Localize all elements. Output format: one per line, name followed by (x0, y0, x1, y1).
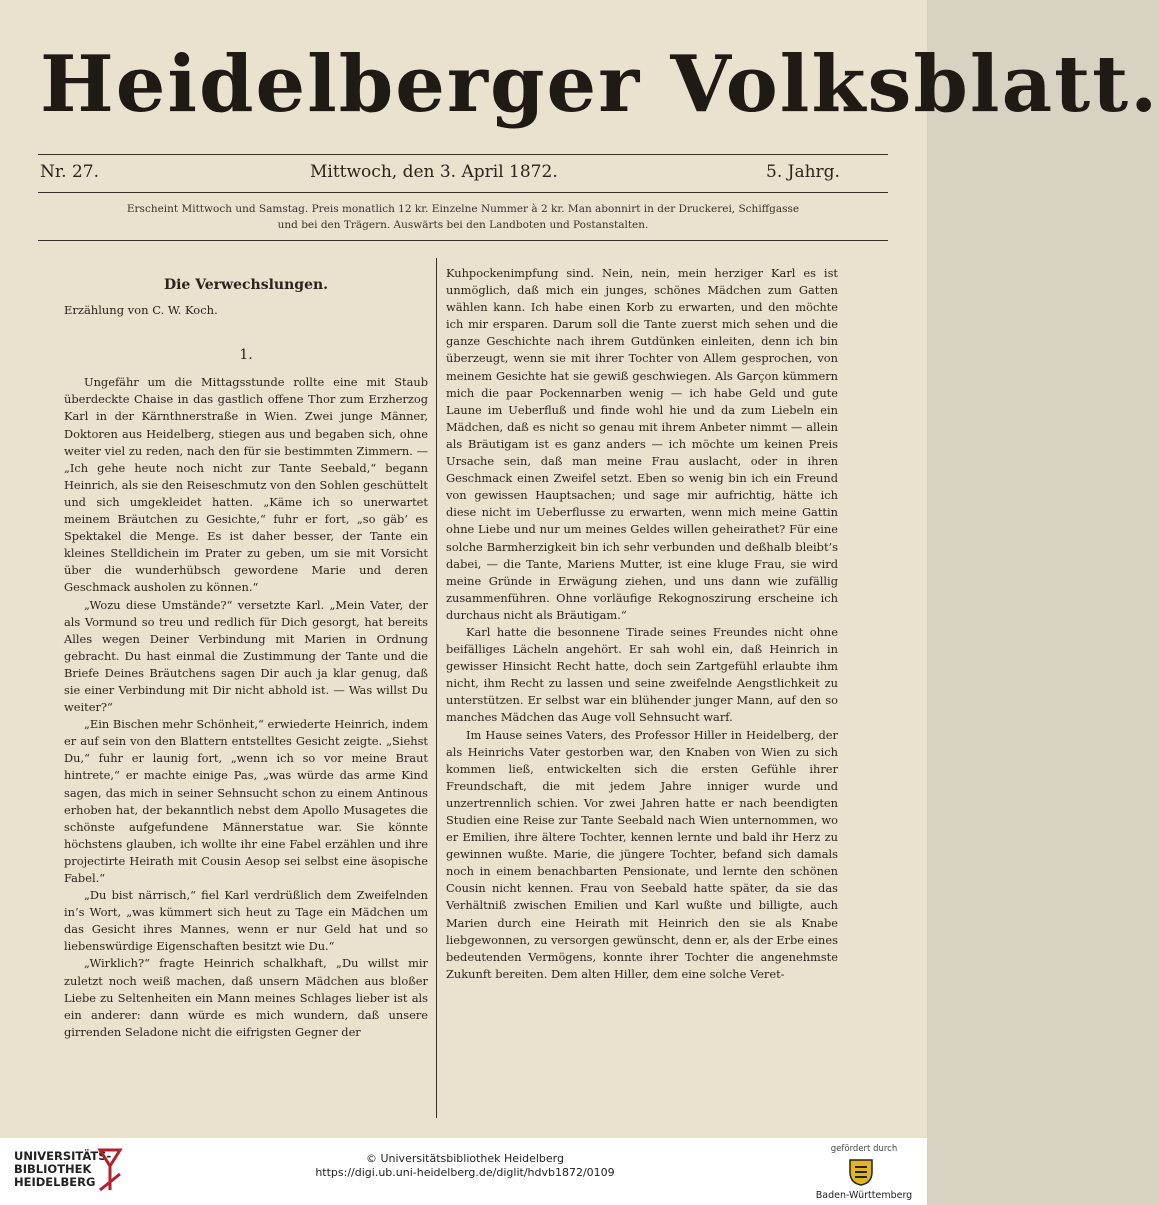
story-title: Die Verwechslungen. (163, 277, 329, 293)
paragraph: Kuhpockenimpfung sind. Nein, nein, mein herziger Karl es ist unmöglich, daß mich ein junges, schönes Mädchen zum Gatten wählen kann. Ich habe einen Korb zu erwarten, und den möchte ich mir ersparen. Darum soll die Tante zuerst mich sehen und die ganze Geschichte nach ihrem Gutdünken einleiten, denn ich bin überzeugt, wenn sie mit ihrer Tochter von Allem gesprochen, von meinem Gesichte hat sie gewiß geschwiegen. Als Garçon kümmern mich die paar Pockennarben wenig — ich habe Geld und gute Laune im Ueberfluß und finde wohl hie und da zum Liebeln ein Mädchen, daß es nicht so genau mit ihrem Anbeter nimmt — allein als Bräutigam ist es ganz anders — ich möchte um keinen Preis Ursache sein, daß man meine Frau auslacht, oder in ihren Geschmack einen Zweifel setzt. Eben so wenig bin ich ein Freund von gewissen Hauptsachen; und sage mir aufrichtig, hätte ich diese nicht im Ueberflusse zu erwarten, wenn mich meine Gattin ohne Liebe und nur um meines Geldes willen geheirathet? Für eine solche Barmherzigkeit bin ich sehr verbunden und deßhalb bleibt’s dabei, — die Tante, Mariens Mutter, ist eine kluge Frau, sie wird meine Gründe in Erwägung ziehen, und uns dann wie zufällig zusammenführen. Ohne vorläufige Rekognoszirung erscheine ich durchaus nicht als Bräutigam.“ (446, 266, 838, 622)
funder-name: Baden-Württemberg (815, 1190, 913, 1201)
column-divider (436, 258, 437, 1118)
viewer-footer (0, 1138, 927, 1205)
issue-date: Mittwoch, den 3. April 1872. (310, 162, 558, 182)
story-author: Erzählung von C. W. Koch. (64, 303, 218, 318)
baden-wuerttemberg-coat-of-arms-icon (846, 1157, 876, 1187)
permalink[interactable]: https://digi.ub.uni-heidelberg.de/diglit/hdvb1872/0109 (315, 1166, 615, 1179)
notice-rule (38, 240, 888, 241)
chapter-number: 1. (239, 347, 253, 364)
left-column (64, 265, 428, 1041)
issue-year: 5. Jahrg. (766, 162, 840, 182)
copyright-text: © Universitätsbibliothek Heidelberg (365, 1152, 564, 1165)
top-rule (38, 154, 888, 155)
paragraph: „Du bist närrisch,“ fiel Karl verdrüßlich dem Zweifelnden in’s Wort, „was kümmert sich heut zu Tage ein Mädchen um das Gesicht ihres Mannes, wenn er nur Geld hat und so liebenswürdige Eigenschaften besitzt wie Du.“ (64, 888, 428, 954)
funded-by-label: gefördert durch (830, 1144, 898, 1154)
ub-heidelberg-mark-icon (96, 1146, 124, 1192)
paragraph: Ungefähr um die Mittagsstunde rollte eine mit Staub überdeckte Chaise in das gastlich offene Thor zum Erzherzog Karl in der Kärnthnerstraße in Wien. Zwei junge Männer, Doktoren aus Heidelberg, stiegen aus und begaben sich, ohne weiter viel zu reden, nach den für sie bestimmten Zimmern. — „Ich gehe heute noch nicht zur Tante Seebald,“ begann Heinrich, als sie den Reiseschmutz von den Sohlen geschüttelt und sich umgekleidet hatten. „Käme ich so unerwartet meinem Bräutchen zu Gesichte,“ fuhr er fort, „so gäb’ es Spektakel die Menge. Es ist daher besser, der Tante ein kleines Stelldichein im Prater zu geben, um sie mit Vorsicht über die wunderhübsch gewordene Marie und deren Geschmack ausholen zu können.“ (64, 375, 428, 595)
subscription-notice (38, 201, 888, 233)
paragraph: „Wozu diese Umstände?“ versetzte Karl. „Mein Vater, der als Vormund so treu und redlich für Dich gesorgt, hat bereits Alles wegen Deiner Verbindung mit Marien in Ordnung gebracht. Du hast einmal die Zustimmung der Tante und die Briefe Deines Bräutchens sagen Dir auch ja klar genug, daß sie einer Verbindung mit Dir nicht abhold ist. — Was willst Du weiter?“ (64, 597, 428, 715)
right-column (446, 265, 838, 983)
notice-line-2: und bei den Trägern. Auswärts bei den Landboten und Postanstalten. (277, 219, 649, 231)
issue-rule (38, 192, 888, 193)
masthead-title: Heidelberger Volksblatt. (40, 39, 1159, 130)
notice-line-1: Erscheint Mittwoch und Samstag. Preis monatlich 12 kr. Einzelne Nummer à 2 kr. Man abonnirt in der Druckerei, Schiffgasse (126, 203, 800, 215)
library-logo-line: UNIVERSITÄTS- BIBLIOTHEK HEIDELBERG (14, 1149, 112, 1189)
copyright-block (300, 1152, 630, 1180)
paragraph: „Wirklich?“ fragte Heinrich schalkhaft, „Du willst mir zuletzt noch weiß machen, daß unsern Mädchen aus bloßer Liebe zu Seltenheiten ein Mann meines Schlages lieber ist als ein anderer: dann würde es mich wundern, daß unsere girrenden Seladone nicht die eifrigsten Gegner der (64, 956, 428, 1039)
paragraph: Karl hatte die besonnene Tirade seines Freundes nicht ohne beifälliges Lächeln angehört. Er sah wohl ein, daß Heinrich in gewisser Hinsicht Recht hatte, doch sein Zartgefühl erlaubte ihm nicht, ihm Recht zu lassen und seine zweifelnde Aengstlichkeit zu unterstützen. Er selbst war ein blühender junger Mann, auf den so manches Mädchen das Auge voll Sehnsucht warf. (446, 624, 838, 725)
paragraph: Im Hause seines Vaters, des Professor Hiller in Heidelberg, der als Heinrichs Vater gestorben war, den Knaben von Wien zu sich kommen ließ, entwickelten sich die ersten Gefühle ihrer Freundschaft, die mit jedem Jahre inniger wurde und unzertrennlich schien. Vor zwei Jahren hatte er nach beendigten Studien eine Reise zur Tante Seebald nach Wien unternommen, wo er Emilien, ihre ältere Tochter, kennen lernte und bald ihr Herz zu gewinnen wußte. Marie, die jüngere Tochter, befand sich damals noch in einem benachbarten Pensionate, und lernte den schönen Cousin nicht kennen. Frau von Seebald hatte später, da sie das Verhältniß zwischen Emilien und Karl wußte und billigte, auch Marien durch eine Heirath mit Heinrich den sie als Knabe liebgewonnen, zu versorgen gewünscht, denn er, als der Erbe eines bedeutenden Vermögens, konnte ihrer Tochter die angenehmste Zukunft bereiten. Dem alten Hiller, dem eine solche Veret- (446, 727, 838, 981)
paragraph: „Ein Bischen mehr Schönheit,“ erwiederte Heinrich, indem er auf sein von den Blattern entstelltes Gesicht zeigte. „Siehst Du,“ fuhr er launig fort, „wenn ich so vor meine Braut hintrete,“ er machte einige Pas, „was würde das arme Kind sagen, das mich in seiner Sehnsucht schon zu einem Antinous erhoben hat, der bekanntlich nebst dem Apollo Musagetes die schönste aufgefundene Männerstatue war. Sie könnte höchstens glauben, ich wollte ihr eine Fabel erzählen und ihre projectirte Heirath mit Cousin Aesop sei selbst eine äsopische Fabel.“ (64, 717, 428, 885)
issue-number: Nr. 27. (40, 162, 99, 182)
